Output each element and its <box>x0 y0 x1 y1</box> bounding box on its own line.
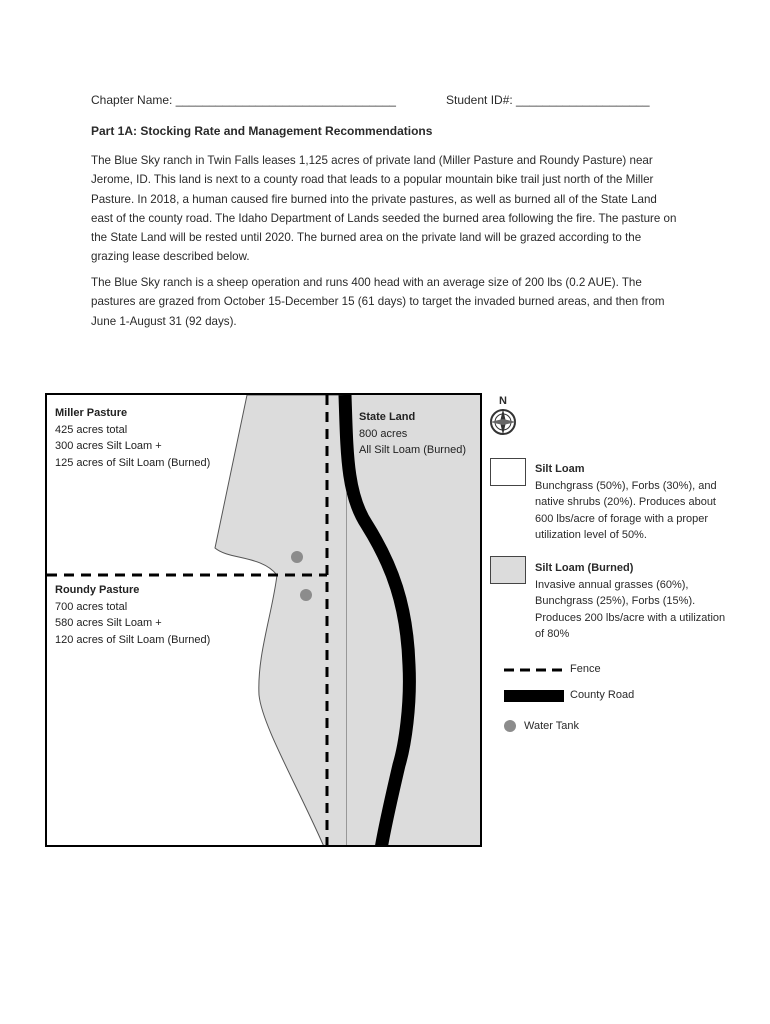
roundy-line: 580 acres Silt Loam + <box>55 617 162 629</box>
student-id-field[interactable]: Student ID#: ____________________ <box>446 93 650 107</box>
silt-loam-description: Bunchgrass (50%), Forbs (30%), and native shrubs (20%). Produces about 600 lbs/acre of forage with a proper utilization level of 50%. <box>535 479 717 541</box>
map-legend <box>488 395 758 755</box>
compass-icon <box>488 407 518 437</box>
north-arrow <box>488 395 518 442</box>
water-tank-symbol <box>504 720 516 732</box>
water-tank <box>300 589 312 601</box>
state-land-area <box>347 395 482 847</box>
silt-loam-burned-description: Invasive annual grasses (60%), Bunchgrass (25%), Forbs (15%). Produces 200 lbs/acre with a utilization of 80% <box>535 578 726 640</box>
miller-title: Miller Pasture <box>55 407 128 419</box>
pasture-map <box>45 393 482 847</box>
silt-loam-burned-legend <box>535 560 735 643</box>
paragraph-grazing-lease: The Blue Sky ranch is a sheep operation and runs 400 head with an average size of 200 lbs (0.2 AUE). The pastures are grazed from October 15-December 15 (61 days) to target the invaded burned areas, and then from June 1-August 31 (92 days). <box>91 276 665 328</box>
water-tank-legend-label: Water Tank <box>524 720 580 732</box>
paragraph-ranch-description: The Blue Sky ranch in Twin Falls leases 1,125 acres of private land (Miller Pasture and Roundy Pasture) near Jerome, ID. This land is next to a county road that leads to a popular mountain bike trail just north of the Miller Pasture. In 2018, a human caused fire burned into the private pastures, as well as burned all of the State Land east of the county road. The Idaho Department of Lands seeded the burned area following the fire. The pasture on the State Land will be rested until 2020. The burned area on the private land will be grazed according to the grazing lease described below. <box>91 154 677 264</box>
state-line: All Silt Loam (Burned) <box>359 444 466 456</box>
miller-pasture-label <box>55 405 210 471</box>
state-title: State Land <box>359 411 416 423</box>
miller-line: 125 acres of Silt Loam (Burned) <box>55 456 211 469</box>
county-road-legend-label: County Road <box>570 689 635 701</box>
state-line: 800 acres <box>359 427 408 440</box>
county-road-symbol <box>504 690 564 702</box>
silt-loam-legend <box>535 461 735 544</box>
silt-loam-title: Silt Loam <box>535 463 585 475</box>
roundy-line: 120 acres of Silt Loam (Burned) <box>55 633 211 646</box>
north-label: N <box>499 395 507 407</box>
roundy-title: Roundy Pasture <box>55 584 140 596</box>
silt-loam-swatch <box>490 458 526 486</box>
fence-symbol <box>504 665 564 675</box>
miller-line: 300 acres Silt Loam + <box>55 440 162 452</box>
fence-legend-label: Fence <box>570 663 601 675</box>
water-tank <box>291 551 303 563</box>
silt-loam-burned-title: Silt Loam (Burned) <box>535 562 634 574</box>
section-title: Part 1A: Stocking Rate and Management Recommendations <box>91 124 433 138</box>
chapter-name-field[interactable]: Chapter Name: _________________________________ <box>91 93 396 107</box>
miller-line: 425 acres total <box>55 423 128 436</box>
header-line <box>91 93 691 107</box>
state-land-label <box>359 409 466 459</box>
roundy-pasture-label <box>55 582 210 648</box>
roundy-line: 700 acres total <box>55 600 128 613</box>
silt-loam-burned-swatch <box>490 556 526 584</box>
